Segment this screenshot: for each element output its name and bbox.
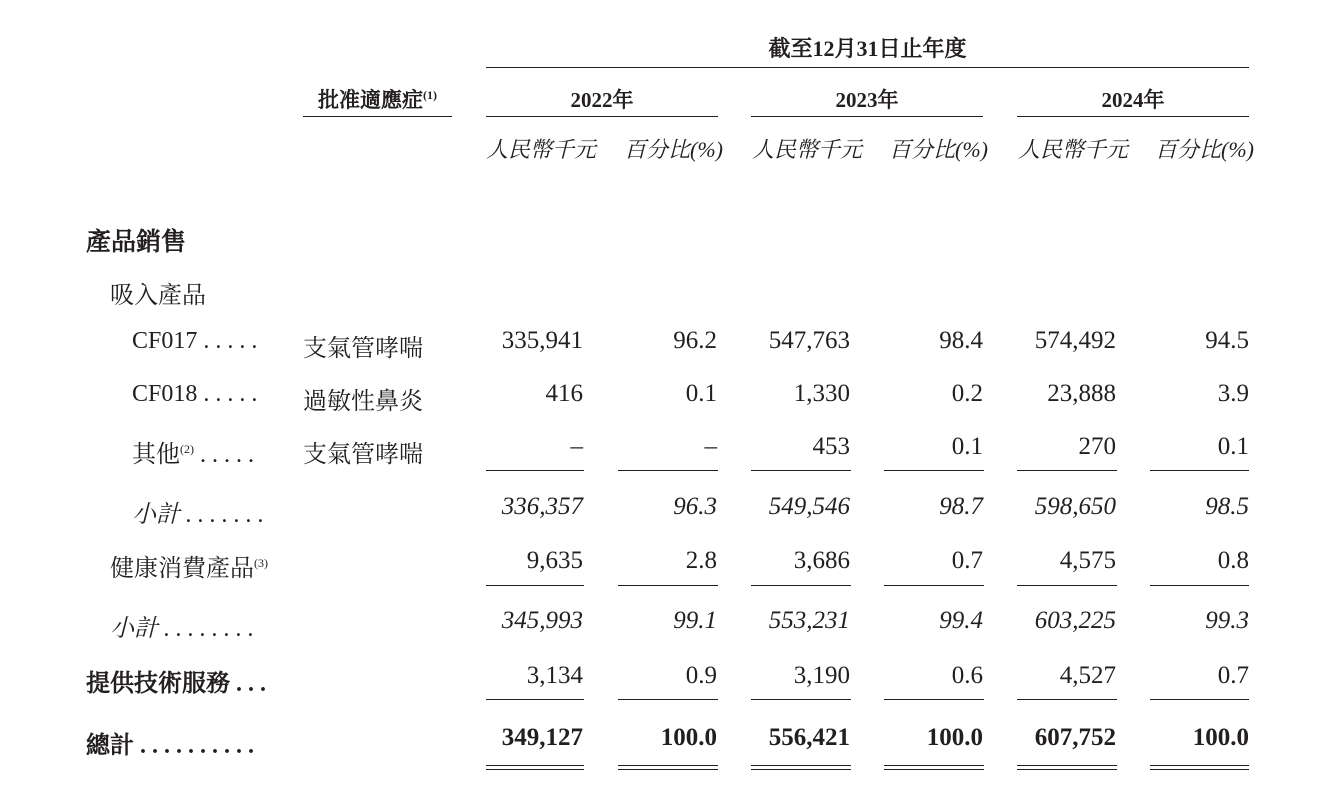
cell-tech-2024-percent: 0.7 (1217, 662, 1249, 689)
year-rule-2022 (486, 116, 718, 117)
rule-under-tech (618, 699, 718, 700)
double-rule-total (1150, 765, 1249, 770)
cell-total-2022-percent: 100.0 (660, 724, 717, 751)
row-label-subtotal-products: 小計 . . . . . . . . (110, 616, 254, 642)
cell-subtotal-products-2022-percent: 99.1 (673, 607, 717, 634)
cell-others-2022-percent: – (704, 433, 717, 460)
indication-label: 批准適應症 (318, 88, 423, 112)
rule-under-others (618, 470, 718, 471)
cell-cf018-2024-percent: 3.9 (1217, 380, 1249, 407)
cell-health-2023-percent: 0.7 (951, 547, 983, 574)
rule-under-others (486, 470, 584, 471)
rule-under-others (1017, 470, 1117, 471)
cell-subtotal-inhaled-2022-percent: 96.3 (673, 493, 717, 520)
cell-health-2022-percent: 2.8 (685, 547, 717, 574)
cell-cf018-2022-amount: 416 (545, 380, 583, 407)
row-label-product-sales: 產品銷售 (86, 229, 187, 256)
period-title: 截至12月31日止年度 (768, 36, 967, 61)
row-label-cf018: CF018 . . . . . (132, 381, 258, 407)
cell-cf018-2024-amount: 23,888 (1047, 380, 1116, 407)
row-label-health-consumer (110, 548, 268, 583)
cell-others-2024-amount: 270 (1078, 433, 1116, 460)
rule-under-tech (1017, 699, 1117, 700)
row-indication-others: 支氣管哮喘 (303, 442, 423, 468)
row-label-cf017: CF017 . . . . . (132, 328, 258, 354)
row-label-others-note: (2) (180, 442, 194, 456)
rule-under-health (751, 585, 851, 586)
cell-others-2023-percent: 0.1 (951, 433, 983, 460)
rule-under-others (751, 470, 851, 471)
cell-subtotal-products-2023-amount: 553,231 (768, 607, 850, 634)
cell-subtotal-products-2023-percent: 99.4 (939, 607, 983, 634)
cell-others-2022-amount: – (570, 433, 583, 460)
rule-under-health (884, 585, 984, 586)
cell-cf018-2023-amount: 1,330 (793, 380, 850, 407)
cell-subtotal-inhaled-2023-amount: 549,546 (768, 493, 850, 520)
row-label-health-consumer-text: 健康消費產品 (110, 556, 254, 582)
cell-health-2022-amount: 9,635 (526, 547, 583, 574)
cell-cf017-2024-percent: 94.5 (1205, 327, 1249, 354)
rule-under-others (1150, 470, 1249, 471)
cell-cf017-2024-amount: 574,492 (1034, 327, 1116, 354)
row-label-inhaled-products: 吸入產品 (110, 283, 206, 309)
cell-total-2024-amount: 607,752 (1034, 724, 1116, 751)
rule-under-tech (884, 699, 984, 700)
rule-under-tech (486, 699, 584, 700)
cell-subtotal-inhaled-2024-percent: 98.5 (1205, 493, 1249, 520)
cell-tech-2022-amount: 3,134 (526, 662, 583, 689)
indication-rule (303, 116, 452, 117)
cell-tech-2023-amount: 3,190 (793, 662, 850, 689)
cell-subtotal-inhaled-2023-percent: 98.7 (939, 493, 983, 520)
double-rule-total (618, 765, 718, 770)
cell-cf017-2022-amount: 335,941 (501, 327, 583, 354)
cell-health-2024-amount: 4,575 (1059, 547, 1116, 574)
row-label-others-text: 其他 (132, 442, 180, 468)
cell-tech-2024-amount: 4,527 (1059, 662, 1116, 689)
cell-tech-2023-percent: 0.6 (951, 662, 983, 689)
row-indication-cf018: 過敏性鼻炎 (303, 389, 423, 415)
cell-health-2024-percent: 0.8 (1217, 547, 1249, 574)
year-header-2022: 2022年 (570, 88, 634, 112)
cell-total-2022-amount: 349,127 (501, 724, 583, 751)
row-indication-cf017: 支氣管哮喘 (303, 336, 423, 362)
unit-amount-2022: 人民幣千元 (486, 137, 597, 162)
unit-amount-2023: 人民幣千元 (752, 137, 863, 162)
year-rule-2023 (751, 116, 983, 117)
year-header-2023: 2023年 (835, 88, 899, 112)
cell-others-2023-amount: 453 (812, 433, 850, 460)
double-rule-total (1017, 765, 1117, 770)
cell-cf017-2023-amount: 547,763 (768, 327, 850, 354)
unit-percent-2024: 百分比(%) (1155, 137, 1254, 162)
unit-amount-2024: 人民幣千元 (1018, 137, 1129, 162)
cell-total-2023-percent: 100.0 (926, 724, 983, 751)
cell-subtotal-products-2022-amount: 345,993 (501, 607, 583, 634)
cell-others-2024-percent: 0.1 (1217, 433, 1249, 460)
cell-cf018-2022-percent: 0.1 (685, 380, 717, 407)
cell-subtotal-inhaled-2022-amount: 336,357 (501, 493, 583, 520)
rule-under-others (884, 470, 984, 471)
cell-tech-2022-percent: 0.9 (685, 662, 717, 689)
cell-cf017-2022-percent: 96.2 (673, 327, 717, 354)
rule-under-health (1150, 585, 1249, 586)
rule-under-tech (751, 699, 851, 700)
year-header-2024: 2024年 (1101, 88, 1165, 112)
unit-percent-2022: 百分比(%) (624, 137, 723, 162)
indication-note: (1) (423, 88, 437, 102)
rule-under-tech (1150, 699, 1249, 700)
row-label-subtotal-inhaled: 小計 . . . . . . . (132, 502, 264, 528)
double-rule-total (751, 765, 851, 770)
row-label-total: 總計 . . . . . . . . . . (86, 733, 254, 759)
cell-subtotal-products-2024-amount: 603,225 (1034, 607, 1116, 634)
double-rule-total (884, 765, 984, 770)
period-rule (486, 67, 1249, 68)
unit-percent-2023: 百分比(%) (889, 137, 988, 162)
row-label-health-consumer-note: (3) (254, 556, 268, 570)
cell-subtotal-inhaled-2024-amount: 598,650 (1034, 493, 1116, 520)
cell-health-2023-amount: 3,686 (793, 547, 850, 574)
cell-cf017-2023-percent: 98.4 (939, 327, 983, 354)
row-label-tech-services: 提供技術服務 . . . (86, 671, 266, 697)
rule-under-health (1017, 585, 1117, 586)
indication-header (303, 84, 452, 114)
double-rule-total (486, 765, 584, 770)
year-rule-2024 (1017, 116, 1249, 117)
row-label-others (132, 434, 254, 469)
cell-cf018-2023-percent: 0.2 (951, 380, 983, 407)
cell-total-2023-amount: 556,421 (768, 724, 850, 751)
cell-subtotal-products-2024-percent: 99.3 (1205, 607, 1249, 634)
rule-under-health (618, 585, 718, 586)
cell-total-2024-percent: 100.0 (1192, 724, 1249, 751)
row-label-others-dots: . . . . . (194, 442, 254, 468)
rule-under-health (486, 585, 584, 586)
